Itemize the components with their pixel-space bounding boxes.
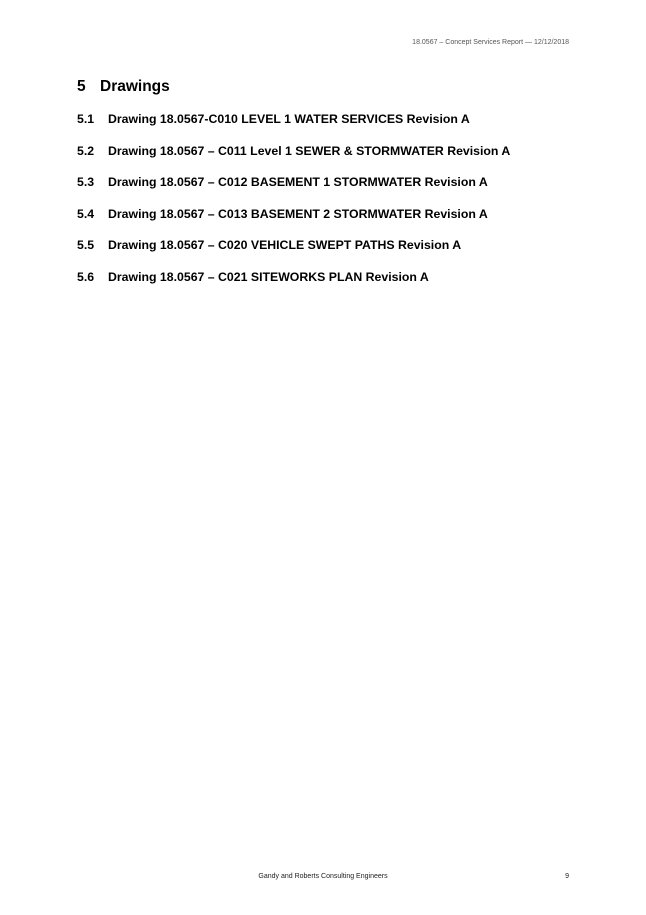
- subsection-number: 5.2: [77, 143, 95, 158]
- drawings-list: [77, 112, 510, 301]
- subsection-number: 5.6: [77, 269, 95, 284]
- subsection-number: 5.1: [77, 112, 95, 126]
- subsection-heading: [77, 270, 510, 302]
- subsection-title: Drawing 18.0567 – C012 BASEMENT 1 STORMWATER Revision A: [108, 175, 488, 189]
- subsection-number: 5.5: [77, 238, 95, 252]
- subsection-heading: [77, 175, 510, 207]
- subsection-title: Drawing 18.0567-C010 LEVEL 1 WATER SERVICES Revision A: [108, 112, 470, 126]
- subsection-heading: [77, 112, 510, 144]
- page-number: 9: [565, 873, 569, 880]
- section-number: 5: [77, 78, 86, 95]
- section-title: Drawings: [100, 78, 170, 95]
- subsection-title: Drawing 18.0567 – C011 Level 1 SEWER & STORMWATER Revision A: [108, 143, 511, 158]
- subsection-heading: [77, 207, 510, 239]
- subsection-heading: [77, 238, 510, 270]
- subsection-heading: [77, 144, 510, 176]
- running-header: 18.0567 – Concept Services Report — 12/12/2018: [412, 39, 569, 46]
- subsection-number: 5.4: [77, 206, 95, 221]
- subsection-title: Drawing 18.0567 – C013 BASEMENT 2 STORMWATER Revision A: [108, 206, 488, 221]
- footer-company: Gandy and Roberts Consulting Engineers: [258, 873, 388, 880]
- subsection-number: 5.3: [77, 175, 95, 189]
- subsection-title: Drawing 18.0567 – C020 VEHICLE SWEPT PATHS Revision A: [108, 238, 462, 252]
- section-heading: [77, 78, 170, 96]
- subsection-title: Drawing 18.0567 – C021 SITEWORKS PLAN Revision A: [108, 269, 429, 284]
